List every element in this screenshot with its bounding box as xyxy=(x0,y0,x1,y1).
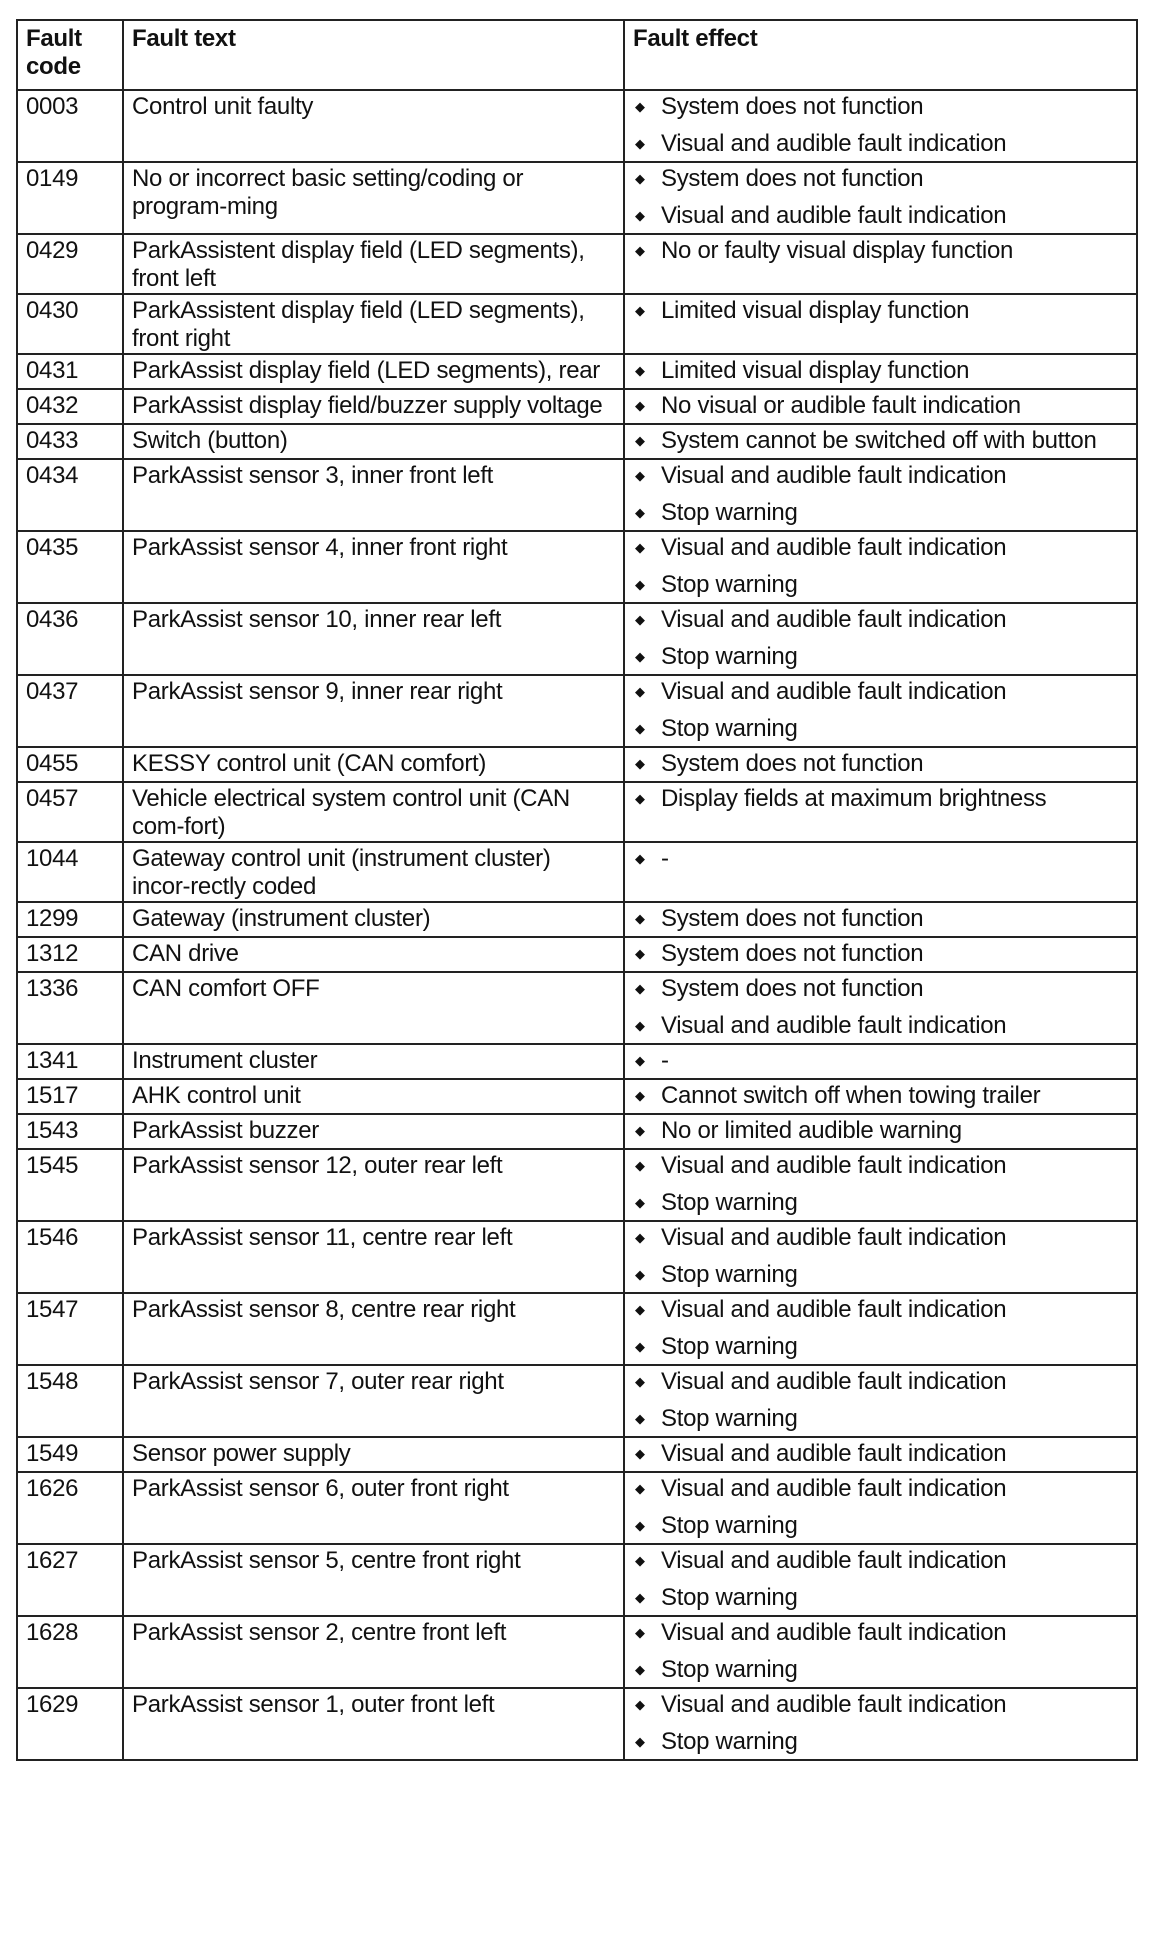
fault-effect-item: ◆ Visual and audible fault indication xyxy=(633,1619,1128,1647)
fault-effect-list xyxy=(633,1691,1128,1756)
table-row xyxy=(17,234,1137,294)
fault-effect-item: ◆ No or limited audible warning xyxy=(633,1117,1128,1145)
table-row xyxy=(17,1044,1137,1079)
fault-effect-item: ◆ Stop warning xyxy=(633,1405,1128,1433)
fault-effect-item: ◆ - xyxy=(633,845,1128,873)
fault-effect-cell xyxy=(624,1365,1137,1437)
fault-text-cell: KESSY control unit (CAN comfort) xyxy=(123,747,624,782)
fault-effect-item: ◆ Visual and audible fault indication xyxy=(633,462,1128,490)
table-row xyxy=(17,531,1137,603)
header-fault-text: Fault text xyxy=(123,20,624,90)
table-row xyxy=(17,1688,1137,1760)
fault-text-cell: Sensor power supply xyxy=(123,1437,624,1472)
table-row xyxy=(17,1472,1137,1544)
fault-text-cell: Switch (button) xyxy=(123,424,624,459)
fault-code-cell: 0437 xyxy=(17,675,123,747)
fault-code-cell: 0457 xyxy=(17,782,123,842)
fault-text-cell: ParkAssist sensor 2, centre front left xyxy=(123,1616,624,1688)
fault-effect-list xyxy=(633,1152,1128,1217)
fault-effect-cell xyxy=(624,1688,1137,1760)
fault-effect-cell xyxy=(624,782,1137,842)
fault-effect-item: ◆ Stop warning xyxy=(633,643,1128,671)
fault-effect-list xyxy=(633,297,1128,325)
fault-effect-list xyxy=(633,1440,1128,1468)
fault-text-cell: ParkAssist sensor 8, centre rear right xyxy=(123,1293,624,1365)
fault-effect-item: ◆ Stop warning xyxy=(633,571,1128,599)
fault-effect-list xyxy=(633,940,1128,968)
fault-effect-item: ◆ Stop warning xyxy=(633,1261,1128,1289)
fault-code-cell: 1545 xyxy=(17,1149,123,1221)
table-row xyxy=(17,424,1137,459)
header-fault-code: Fault code xyxy=(17,20,123,90)
fault-effect-cell xyxy=(624,675,1137,747)
table-row xyxy=(17,1616,1137,1688)
fault-text-cell: ParkAssist buzzer xyxy=(123,1114,624,1149)
fault-text-cell: CAN comfort OFF xyxy=(123,972,624,1044)
table-row xyxy=(17,1437,1137,1472)
fault-effect-list xyxy=(633,975,1128,1040)
fault-effect-cell xyxy=(624,1149,1137,1221)
table-row xyxy=(17,1114,1137,1149)
fault-effect-item: ◆ - xyxy=(633,1047,1128,1075)
fault-text-cell: Instrument cluster xyxy=(123,1044,624,1079)
fault-effect-item: ◆ Visual and audible fault indication xyxy=(633,1224,1128,1252)
fault-text-cell: ParkAssistent display field (LED segments), front right xyxy=(123,294,624,354)
fault-effect-item: ◆ Stop warning xyxy=(633,1656,1128,1684)
table-row xyxy=(17,389,1137,424)
fault-effect-list xyxy=(633,93,1128,158)
fault-effect-item: ◆ Cannot switch off when towing trailer xyxy=(633,1082,1128,1110)
fault-effect-list xyxy=(633,1082,1128,1110)
table-row xyxy=(17,1149,1137,1221)
fault-effect-item: ◆ Stop warning xyxy=(633,1584,1128,1612)
table-row xyxy=(17,90,1137,162)
fault-effect-item: ◆ Visual and audible fault indication xyxy=(633,1152,1128,1180)
fault-effect-cell xyxy=(624,1114,1137,1149)
fault-code-cell: 0149 xyxy=(17,162,123,234)
fault-effect-item: ◆ System does not function xyxy=(633,940,1128,968)
fault-text-cell: Vehicle electrical system control unit (CAN com-fort) xyxy=(123,782,624,842)
fault-effect-item: ◆ Visual and audible fault indication xyxy=(633,678,1128,706)
table-row xyxy=(17,459,1137,531)
fault-code-cell: 1517 xyxy=(17,1079,123,1114)
fault-effect-list xyxy=(633,237,1128,265)
fault-effect-item: ◆ No or faulty visual display function xyxy=(633,237,1128,265)
fault-effect-cell xyxy=(624,162,1137,234)
fault-effect-item: ◆ Visual and audible fault indication xyxy=(633,1475,1128,1503)
fault-effect-list xyxy=(633,462,1128,527)
fault-effect-item: ◆ System does not function xyxy=(633,93,1128,121)
fault-code-cell: 1336 xyxy=(17,972,123,1044)
fault-text-cell: Gateway control unit (instrument cluster) incor-rectly coded xyxy=(123,842,624,902)
fault-effect-cell xyxy=(624,1044,1137,1079)
fault-effect-cell xyxy=(624,937,1137,972)
fault-effect-cell xyxy=(624,459,1137,531)
fault-effect-item: ◆ Visual and audible fault indication xyxy=(633,130,1128,158)
fault-effect-item: ◆ System cannot be switched off with button xyxy=(633,427,1128,455)
fault-effect-item: ◆ Visual and audible fault indication xyxy=(633,1368,1128,1396)
table-row xyxy=(17,747,1137,782)
table-row xyxy=(17,603,1137,675)
fault-effect-cell xyxy=(624,294,1137,354)
fault-code-cell: 1628 xyxy=(17,1616,123,1688)
fault-effect-list xyxy=(633,1224,1128,1289)
fault-code-cell: 1044 xyxy=(17,842,123,902)
fault-text-cell: ParkAssist sensor 10, inner rear left xyxy=(123,603,624,675)
table-header-row xyxy=(17,20,1137,90)
table-row xyxy=(17,937,1137,972)
fault-effect-cell xyxy=(624,389,1137,424)
fault-effect-list xyxy=(633,1117,1128,1145)
fault-effect-cell xyxy=(624,1472,1137,1544)
fault-code-table xyxy=(16,19,1138,1761)
fault-effect-item: ◆ Stop warning xyxy=(633,1333,1128,1361)
fault-text-cell: Gateway (instrument cluster) xyxy=(123,902,624,937)
fault-effect-list xyxy=(633,606,1128,671)
table-row xyxy=(17,972,1137,1044)
fault-effect-cell xyxy=(624,424,1137,459)
fault-effect-cell xyxy=(624,902,1137,937)
fault-effect-item: ◆ Visual and audible fault indication xyxy=(633,1547,1128,1575)
header-fault-effect: Fault effect xyxy=(624,20,1137,90)
fault-effect-cell xyxy=(624,90,1137,162)
fault-code-cell: 1546 xyxy=(17,1221,123,1293)
fault-text-cell: Control unit faulty xyxy=(123,90,624,162)
fault-text-cell: AHK control unit xyxy=(123,1079,624,1114)
fault-table-container xyxy=(16,19,1136,1761)
fault-code-cell: 0436 xyxy=(17,603,123,675)
fault-code-cell: 1543 xyxy=(17,1114,123,1149)
fault-effect-item: ◆ No visual or audible fault indication xyxy=(633,392,1128,420)
fault-code-cell: 0429 xyxy=(17,234,123,294)
fault-effect-item: ◆ Visual and audible fault indication xyxy=(633,1691,1128,1719)
fault-effect-item: ◆ Visual and audible fault indication xyxy=(633,1296,1128,1324)
fault-text-cell: ParkAssist display field/buzzer supply voltage xyxy=(123,389,624,424)
fault-text-cell: ParkAssist sensor 3, inner front left xyxy=(123,459,624,531)
fault-code-cell: 0432 xyxy=(17,389,123,424)
fault-code-cell: 1627 xyxy=(17,1544,123,1616)
table-body xyxy=(17,90,1137,1760)
fault-effect-item: ◆ Stop warning xyxy=(633,1512,1128,1540)
fault-text-cell: No or incorrect basic setting/coding or program-ming xyxy=(123,162,624,234)
fault-effect-list xyxy=(633,1619,1128,1684)
fault-code-cell: 1299 xyxy=(17,902,123,937)
fault-effect-list xyxy=(633,905,1128,933)
table-row xyxy=(17,1365,1137,1437)
fault-text-cell: ParkAssist sensor 6, outer front right xyxy=(123,1472,624,1544)
fault-effect-list xyxy=(633,427,1128,455)
fault-effect-cell xyxy=(624,1293,1137,1365)
fault-effect-item: ◆ Limited visual display function xyxy=(633,297,1128,325)
fault-effect-cell xyxy=(624,747,1137,782)
fault-effect-list xyxy=(633,165,1128,230)
fault-effect-item: ◆ System does not function xyxy=(633,750,1128,778)
fault-effect-cell xyxy=(624,1544,1137,1616)
table-row xyxy=(17,842,1137,902)
fault-text-cell: ParkAssist sensor 7, outer rear right xyxy=(123,1365,624,1437)
fault-text-cell: ParkAssist sensor 12, outer rear left xyxy=(123,1149,624,1221)
fault-effect-item: ◆ System does not function xyxy=(633,975,1128,1003)
fault-code-cell: 0434 xyxy=(17,459,123,531)
fault-effect-list xyxy=(633,392,1128,420)
fault-code-cell: 1341 xyxy=(17,1044,123,1079)
fault-effect-list xyxy=(633,357,1128,385)
fault-effect-item: ◆ System does not function xyxy=(633,905,1128,933)
fault-effect-cell xyxy=(624,1437,1137,1472)
fault-effect-list xyxy=(633,750,1128,778)
fault-effect-list xyxy=(633,678,1128,743)
fault-effect-cell xyxy=(624,1221,1137,1293)
fault-code-cell: 1548 xyxy=(17,1365,123,1437)
fault-effect-cell xyxy=(624,1616,1137,1688)
fault-code-cell: 1629 xyxy=(17,1688,123,1760)
fault-effect-list xyxy=(633,1475,1128,1540)
fault-code-cell: 1312 xyxy=(17,937,123,972)
fault-effect-list xyxy=(633,1547,1128,1612)
fault-code-cell: 0431 xyxy=(17,354,123,389)
fault-code-cell: 0003 xyxy=(17,90,123,162)
fault-effect-list xyxy=(633,534,1128,599)
table-row xyxy=(17,902,1137,937)
fault-effect-cell xyxy=(624,1079,1137,1114)
fault-effect-list xyxy=(633,1047,1128,1075)
fault-effect-item: ◆ Limited visual display function xyxy=(633,357,1128,385)
fault-effect-cell xyxy=(624,842,1137,902)
fault-code-cell: 1547 xyxy=(17,1293,123,1365)
fault-text-cell: ParkAssist display field (LED segments), rear xyxy=(123,354,624,389)
fault-text-cell: ParkAssist sensor 4, inner front right xyxy=(123,531,624,603)
fault-effect-item: ◆ Stop warning xyxy=(633,1189,1128,1217)
fault-effect-item: ◆ Stop warning xyxy=(633,715,1128,743)
fault-effect-item: ◆ Visual and audible fault indication xyxy=(633,1012,1128,1040)
table-row xyxy=(17,1544,1137,1616)
fault-text-cell: ParkAssist sensor 11, centre rear left xyxy=(123,1221,624,1293)
table-row xyxy=(17,1293,1137,1365)
fault-code-cell: 1626 xyxy=(17,1472,123,1544)
fault-effect-list xyxy=(633,785,1128,813)
fault-text-cell: ParkAssist sensor 5, centre front right xyxy=(123,1544,624,1616)
table-row xyxy=(17,675,1137,747)
table-row xyxy=(17,1079,1137,1114)
fault-effect-cell xyxy=(624,234,1137,294)
fault-text-cell: ParkAssistent display field (LED segments), front left xyxy=(123,234,624,294)
fault-effect-cell xyxy=(624,603,1137,675)
table-row xyxy=(17,782,1137,842)
fault-text-cell: CAN drive xyxy=(123,937,624,972)
fault-effect-list xyxy=(633,1296,1128,1361)
table-row xyxy=(17,162,1137,234)
fault-effect-cell xyxy=(624,531,1137,603)
table-row xyxy=(17,1221,1137,1293)
fault-effect-item: ◆ Display fields at maximum brightness xyxy=(633,785,1128,813)
fault-code-cell: 0433 xyxy=(17,424,123,459)
fault-code-cell: 0430 xyxy=(17,294,123,354)
fault-code-cell: 0435 xyxy=(17,531,123,603)
fault-effect-item: ◆ Visual and audible fault indication xyxy=(633,1440,1128,1468)
fault-effect-cell xyxy=(624,354,1137,389)
fault-effect-item: ◆ Visual and audible fault indication xyxy=(633,202,1128,230)
table-row xyxy=(17,294,1137,354)
table-row xyxy=(17,354,1137,389)
fault-effect-item: ◆ System does not function xyxy=(633,165,1128,193)
fault-effect-item: ◆ Visual and audible fault indication xyxy=(633,606,1128,634)
fault-effect-item: ◆ Visual and audible fault indication xyxy=(633,534,1128,562)
fault-effect-list xyxy=(633,1368,1128,1433)
fault-effect-item: ◆ Stop warning xyxy=(633,499,1128,527)
fault-text-cell: ParkAssist sensor 9, inner rear right xyxy=(123,675,624,747)
fault-text-cell: ParkAssist sensor 1, outer front left xyxy=(123,1688,624,1760)
fault-effect-list xyxy=(633,845,1128,873)
fault-code-cell: 1549 xyxy=(17,1437,123,1472)
fault-effect-item: ◆ Stop warning xyxy=(633,1728,1128,1756)
fault-code-cell: 0455 xyxy=(17,747,123,782)
fault-effect-cell xyxy=(624,972,1137,1044)
